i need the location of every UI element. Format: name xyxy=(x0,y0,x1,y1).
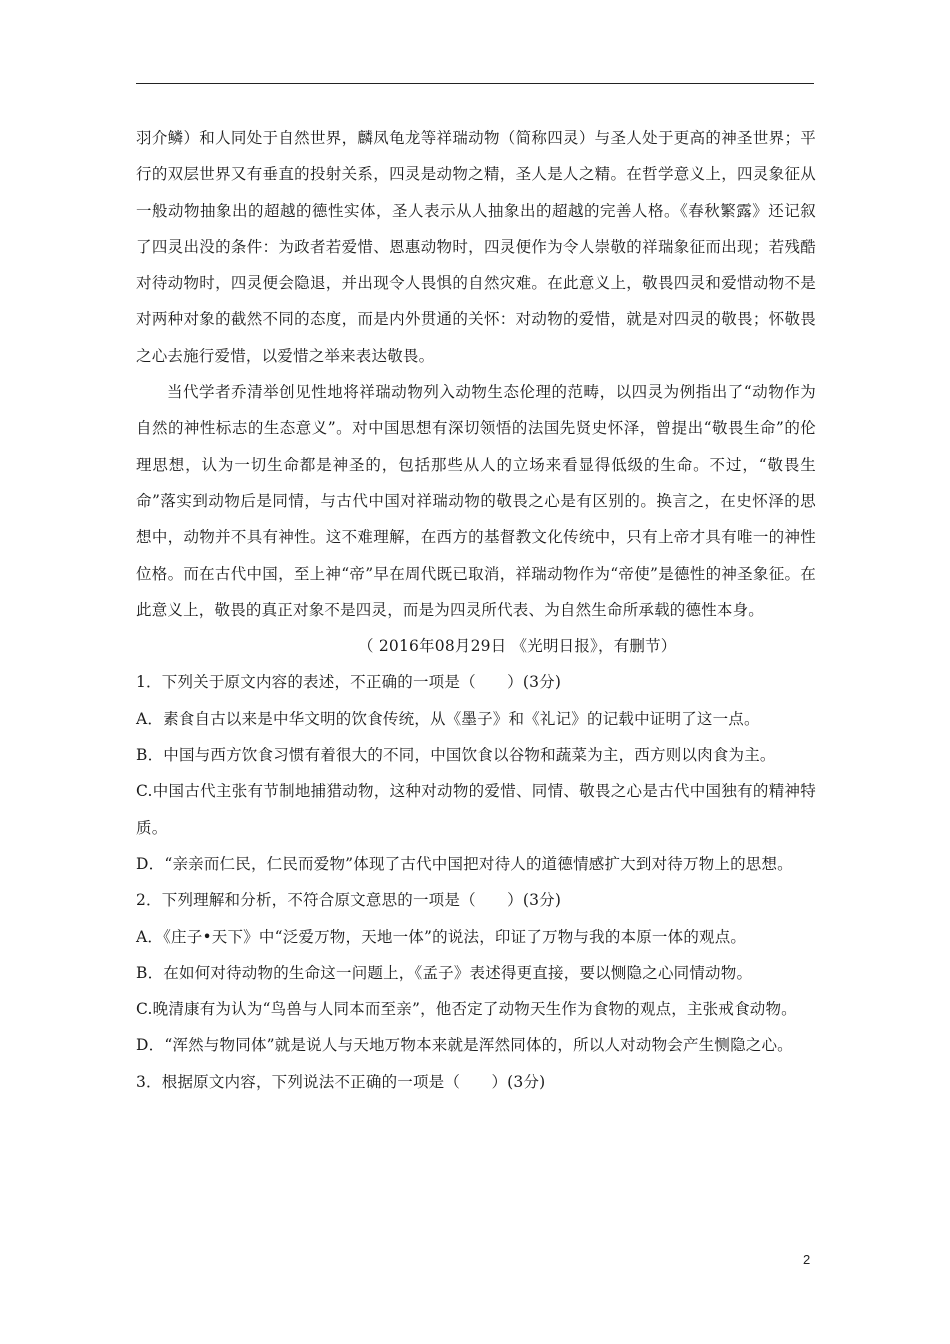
option-d: D．“亲亲而仁民，仁民而爱物”体现了古代中国把对待人的道德情感扩大到对待万物上的思想。 xyxy=(136,854,793,873)
option-a: A．《庄子•天下》中“泛爱万物，天地一体”的说法，印证了万物与我的本原一体的观点。 xyxy=(136,927,747,946)
question-2 xyxy=(136,882,816,1063)
option-a: A．素食自古以来是中华文明的饮食传统，从《墨子》和《礼记》的记载中证明了这一点。 xyxy=(136,709,760,728)
option-d: D．“浑然与物同体”就是说人与天地万物本来就是浑然同体的，所以人对动物会产生恻隐之心。 xyxy=(136,1036,793,1055)
page-number: 2 xyxy=(803,1252,811,1267)
source-citation: （ 2016年08月29日 《光明日报》，有删节） xyxy=(358,637,677,656)
body-paragraph: 羽介鳞）和人同处于自然世界，麟凤龟龙等祥瑞动物（简称四灵）与圣人处于更高的神圣世界；平行的双层世界又有垂直的投射关系，四灵是动物之精，圣人是人之精。在哲学意义上，四灵象征从一般动物抽象出的超越的德性实体，圣人表示从人抽象出的超越的完善人格。《春秋繁露》还记叙了四灵出没的条件：为政者若爱惜、恩惠动物时，四灵便作为令人崇敬的祥瑞象征而出现；若残酷对待动物时，四灵便会隐退，并出现令人畏惧的自然灾难。在此意义上，敬畏四灵和爱惜动物不是对两种对象的截然不同的态度，而是内外贯通的关怀：对动物的爱惜，就是对四灵的敬畏；怀敬畏之心去施行爱惜，以爱惜之举来表达敬畏。 xyxy=(136,129,816,365)
option-c: C.晚清康有为认为“鸟兽与人同本而至亲”，他否定了动物天生作为食物的观点，主张戒食动物。 xyxy=(136,1000,797,1019)
document-body xyxy=(136,120,816,1100)
option-b: B．在如何对待动物的生命这一问题上，《孟子》表述得更直接，要以恻隐之心同情动物。 xyxy=(136,963,753,982)
header-rule xyxy=(136,83,814,84)
body-paragraph: 当代学者乔清举创见性地将祥瑞动物列入动物生态伦理的范畴，以四灵为例指出了“动物作为自然的神性标志的生态意义”。对中国思想有深切领悟的法国先贤史怀泽，曾提出“敬畏生命”的伦理思想，认为一切生命都是神圣的，包括那些从人的立场来看显得低级的生命。不过，“敬畏生命”落实到动物后是同情，与古代中国对祥瑞动物的敬畏之心是有区别的。换言之，在史怀泽的思想中，动物并不具有神性。这不难理解，在西方的基督教文化传统中，只有上帝才具有唯一的神性位格。而在古代中国，至上神“帝”早在周代既已取消，祥瑞动物作为“帝使”是德性的神圣象征。在此意义上，敬畏的真正对象不是四灵，而是为四灵所代表、为自然生命所承载的德性本身。 xyxy=(136,383,816,619)
question-stem: 2．下列理解和分析，不符合原文意思的一项是（ ）(3分) xyxy=(136,891,562,910)
option-c: C.中国古代主张有节制地捕猎动物，这种对动物的爱惜、同情、敬畏之心是古代中国独有的精神特质。 xyxy=(136,782,816,837)
question-stem: 1．下列关于原文内容的表述，不正确的一项是（ ）(3分) xyxy=(136,673,562,692)
option-b: B．中国与西方饮食习惯有着很大的不同，中国饮食以谷物和蔬菜为主，西方则以肉食为主。 xyxy=(136,746,776,765)
question-stem: 3．根据原文内容，下列说法不正确的一项是（ ）(3分) xyxy=(136,1072,546,1091)
question-1 xyxy=(136,664,816,882)
question-3 xyxy=(136,1064,816,1100)
